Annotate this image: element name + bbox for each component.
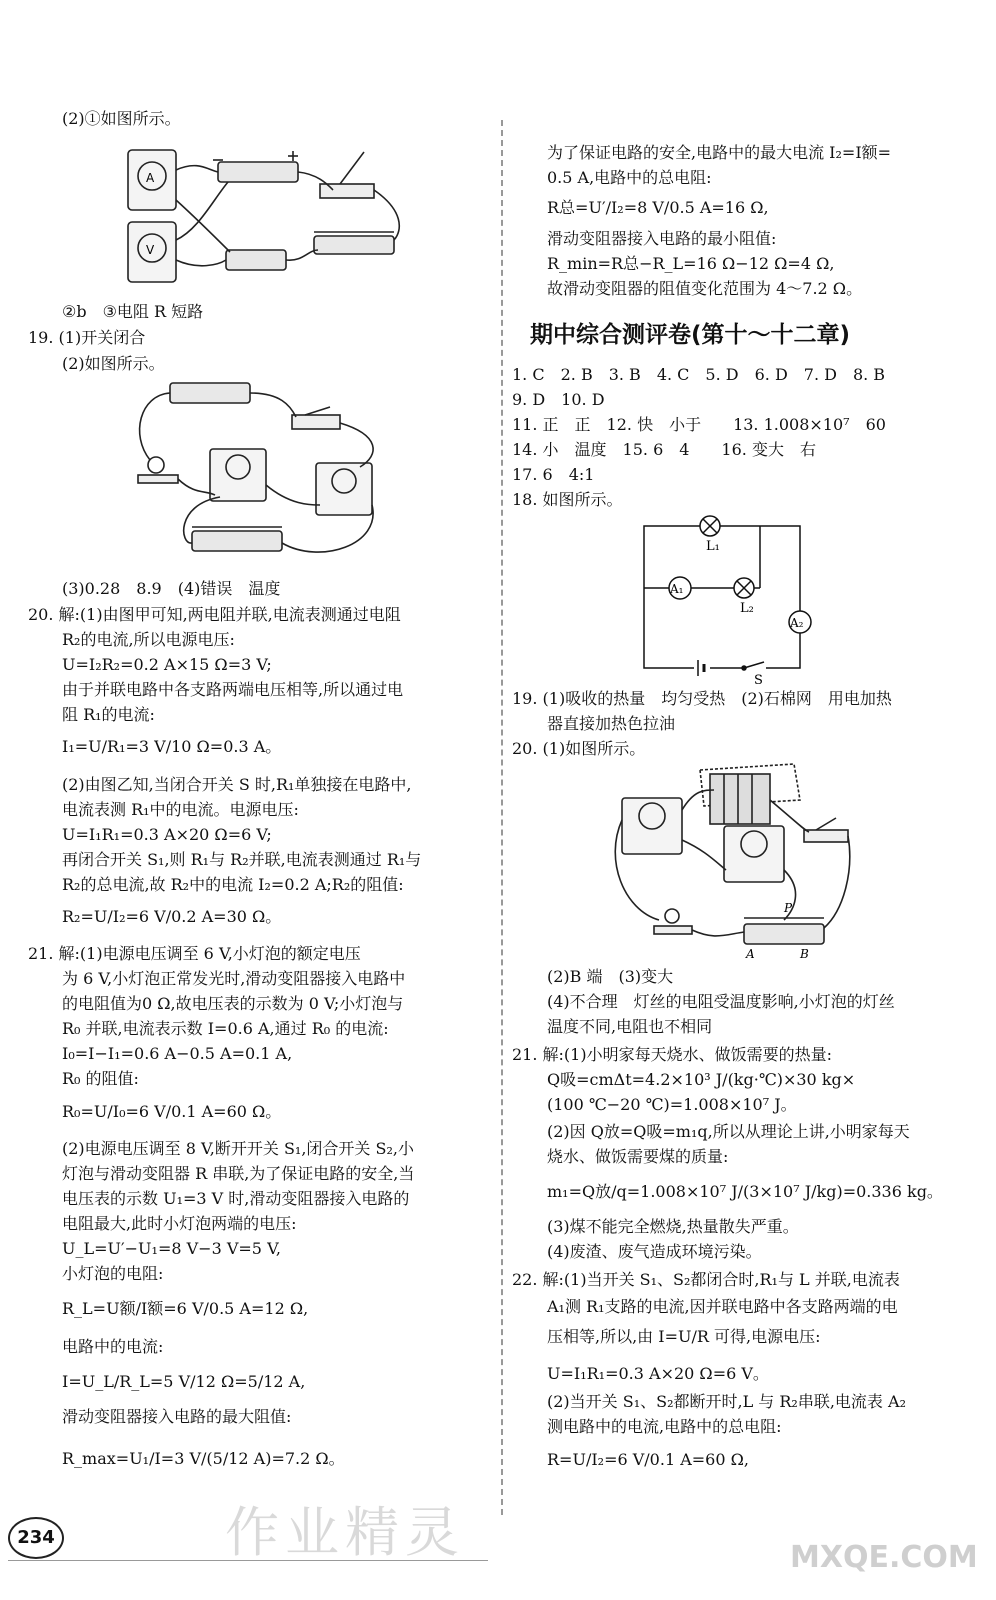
text-line: 19. (1)开关闭合 xyxy=(28,328,146,347)
text-line: 故滑动变阻器的阻值变化范围为 4～7.2 Ω。 xyxy=(547,279,863,298)
formula-line: R_max=U₁/I=3 V/(5/12 A)=7.2 Ω。 xyxy=(62,1449,345,1468)
text-line: 21. 解:(1)小明家每天烧水、做饭需要的热量: xyxy=(512,1045,832,1064)
text-line: 小灯泡的电阻: xyxy=(62,1264,164,1283)
text-line: 22. 解:(1)当开关 S₁、S₂都闭合时,R₁与 L 并联,电流表 xyxy=(512,1270,900,1289)
text-line: R_min=R总−R_L=16 Ω−12 Ω=4 Ω, xyxy=(547,254,835,273)
footer-rule xyxy=(8,1560,488,1561)
formula-line: R_L=U额/I额=6 V/0.5 A=12 Ω, xyxy=(62,1299,309,1318)
text-line: Q吸=cmΔt=4.2×10³ J/(kg·℃)×30 kg× xyxy=(547,1070,856,1089)
formula-line: m₁=Q放/q=1.008×10⁷ J/(3×10⁷ J/kg)=0.336 kg。 xyxy=(547,1182,943,1201)
text-line: (2)①如图所示。 xyxy=(62,109,181,128)
answers-line: 9. D 10. D xyxy=(512,390,605,409)
text-line: A₁测 R₁支路的电流,因并联电路中各支路两端的电 xyxy=(547,1297,898,1316)
label-a: A xyxy=(746,947,755,961)
text-line: R₂的总电流,故 R₂中的电流 I₂=0.2 A;R₂的阻值: xyxy=(62,875,404,894)
answers-line: 17. 6 4:1 xyxy=(512,465,595,484)
text-line: (4)不合理 灯丝的电阻受温度影响,小灯泡的灯丝 xyxy=(547,992,895,1011)
text-line: (2)当开关 S₁、S₂都断开时,L 与 R₂串联,电流表 A₂ xyxy=(547,1392,906,1411)
svg-text:V: V xyxy=(146,243,155,257)
text-line: 0.5 A,电路中的总电阻: xyxy=(547,168,712,187)
text-line: U_L=U′−U₁=8 V−3 V=5 V, xyxy=(62,1239,281,1258)
column-divider xyxy=(501,120,503,1515)
text-line: (3)0.28 8.9 (4)错误 温度 xyxy=(62,579,281,598)
label-a2: A₂ xyxy=(790,616,804,630)
formula-line: I₁=U/R₁=3 V/10 Ω=0.3 A。 xyxy=(62,737,282,756)
label-b: B xyxy=(800,947,809,961)
text-line: 的电阻值为0 Ω,故电压表的示数为 0 V;小灯泡与 xyxy=(62,994,404,1013)
text-line: 器直接加热色拉油 xyxy=(547,714,676,733)
text-line: 阻 R₁的电流: xyxy=(62,705,155,724)
text-line: 电压表的示数 U₁=3 V 时,滑动变阻器接入电路的 xyxy=(62,1189,410,1208)
circuit-figure-lamp-meters xyxy=(120,375,390,575)
text-line: 为 6 V,小灯泡正常发光时,滑动变阻器接入电路中 xyxy=(62,969,406,988)
text-line: 压相等,所以,由 I=U/R 可得,电源电压: xyxy=(547,1327,821,1346)
text-line: 为了保证电路的安全,电路中的最大电流 I₂=I额= xyxy=(547,143,892,162)
label-l1: L₁ xyxy=(706,539,720,554)
label-s: S xyxy=(754,673,763,684)
text-line: U=I₁R₁=0.3 A×20 Ω=6 V; xyxy=(62,825,272,844)
text-line: 20. (1)如图所示。 xyxy=(512,739,646,758)
text-line: (3)煤不能完全燃烧,热量散失严重。 xyxy=(547,1217,799,1236)
answers-line: 14. 小 温度 15. 6 4 16. 变大 右 xyxy=(512,440,816,459)
svg-text:A: A xyxy=(146,171,155,185)
formula-line: R₂=U/I₂=6 V/0.2 A=30 Ω。 xyxy=(62,907,282,926)
text-line: 烧水、做饭需要煤的质量: xyxy=(547,1147,729,1166)
label-l2: L₂ xyxy=(740,601,754,616)
formula-line: R₀=U/I₀=6 V/0.1 A=60 Ω。 xyxy=(62,1102,282,1121)
text-line: 温度不同,电阻也不相同 xyxy=(547,1017,713,1036)
text-line: 21. 解:(1)电源电压调至 6 V,小灯泡的额定电压 xyxy=(28,944,361,963)
circuit-schematic xyxy=(636,512,814,684)
text-line: (2)电源电压调至 8 V,断开开关 S₁,闭合开关 S₂,小 xyxy=(62,1139,414,1158)
text-line: 电阻最大,此时小灯泡两端的电压: xyxy=(62,1214,297,1233)
text-line: 20. 解:(1)由图甲可知,两电阻并联,电流表测通过电阻 xyxy=(28,605,401,624)
text-line: 再闭合开关 S₁,则 R₁与 R₂并联,电流表测通过 R₁与 xyxy=(62,850,422,869)
formula-line: R=U/I₂=6 V/0.1 A=60 Ω, xyxy=(547,1450,749,1469)
text-line: 由于并联电路中各支路两端电压相等,所以通过电 xyxy=(62,680,404,699)
watermark-text: 作业精灵 xyxy=(225,1501,465,1564)
text-line: U=I₂R₂=0.2 A×15 Ω=3 V; xyxy=(62,655,272,674)
text-line: R₀ 并联,电流表示数 I=0.6 A,通过 R₀ 的电流: xyxy=(62,1019,389,1038)
text-line: 滑动变阻器接入电路的最小阻值: xyxy=(547,229,777,248)
label-p: P xyxy=(784,901,793,915)
text-line: (2)B 端 (3)变大 xyxy=(547,967,674,986)
answers-line: 11. 正 正 12. 快 小于 13. 1.008×10⁷ 60 xyxy=(512,415,886,434)
text-line: (2)因 Q放=Q吸=m₁q,所以从理论上讲,小明家每天 xyxy=(547,1122,910,1141)
text-line: (100 ℃−20 ℃)=1.008×10⁷ J。 xyxy=(547,1095,797,1114)
formula-line: R总=U′/I₂=8 V/0.5 A=16 Ω, xyxy=(547,198,769,217)
formula-line: I=U_L/R_L=5 V/12 Ω=5/12 A, xyxy=(62,1372,306,1391)
text-line: R₀ 的阻值: xyxy=(62,1069,139,1088)
text-line: 19. (1)吸收的热量 均匀受热 (2)石棉网 用电加热 xyxy=(512,689,892,708)
text-line: 灯泡与滑动变阻器 R 串联,为了保证电路的安全,当 xyxy=(62,1164,415,1183)
answers-line: 18. 如图所示。 xyxy=(512,490,623,509)
answers-line: 1. C 2. B 3. B 4. C 5. D 6. D 7. D 8. B xyxy=(512,365,886,384)
text-line: (4)废渣、废气造成环境污染。 xyxy=(547,1242,762,1261)
section-title: 期中综合测评卷(第十～十二章) xyxy=(530,322,851,348)
label-a1: A₁ xyxy=(670,582,684,596)
site-watermark: MXQE.COM xyxy=(790,1540,978,1575)
text-line: (2)由图乙知,当闭合开关 S 时,R₁单独接在电路中, xyxy=(62,775,412,794)
text-line: 滑动变阻器接入电路的最大阻值: xyxy=(62,1407,292,1426)
text-line: I₀=I−I₁=0.6 A−0.5 A=0.1 A, xyxy=(62,1044,293,1063)
text-line: R₂的电流,所以电源电压: xyxy=(62,630,235,649)
text-line: ②b ③电阻 R 短路 xyxy=(62,302,204,321)
circuit-figure-experiment xyxy=(604,760,854,965)
text-line: 测电路中的电流,电路中的总电阻: xyxy=(547,1417,782,1436)
page-number: 234 xyxy=(8,1517,64,1559)
circuit-figure-ammeter-voltmeter xyxy=(118,140,408,300)
text-line: 电路中的电流: xyxy=(62,1337,164,1356)
text-line: U=I₁R₁=0.3 A×20 Ω=6 V。 xyxy=(547,1364,769,1383)
text-line: (2)如图所示。 xyxy=(62,354,165,373)
text-line: 电流表测 R₁中的电流。电源电压: xyxy=(62,800,299,819)
